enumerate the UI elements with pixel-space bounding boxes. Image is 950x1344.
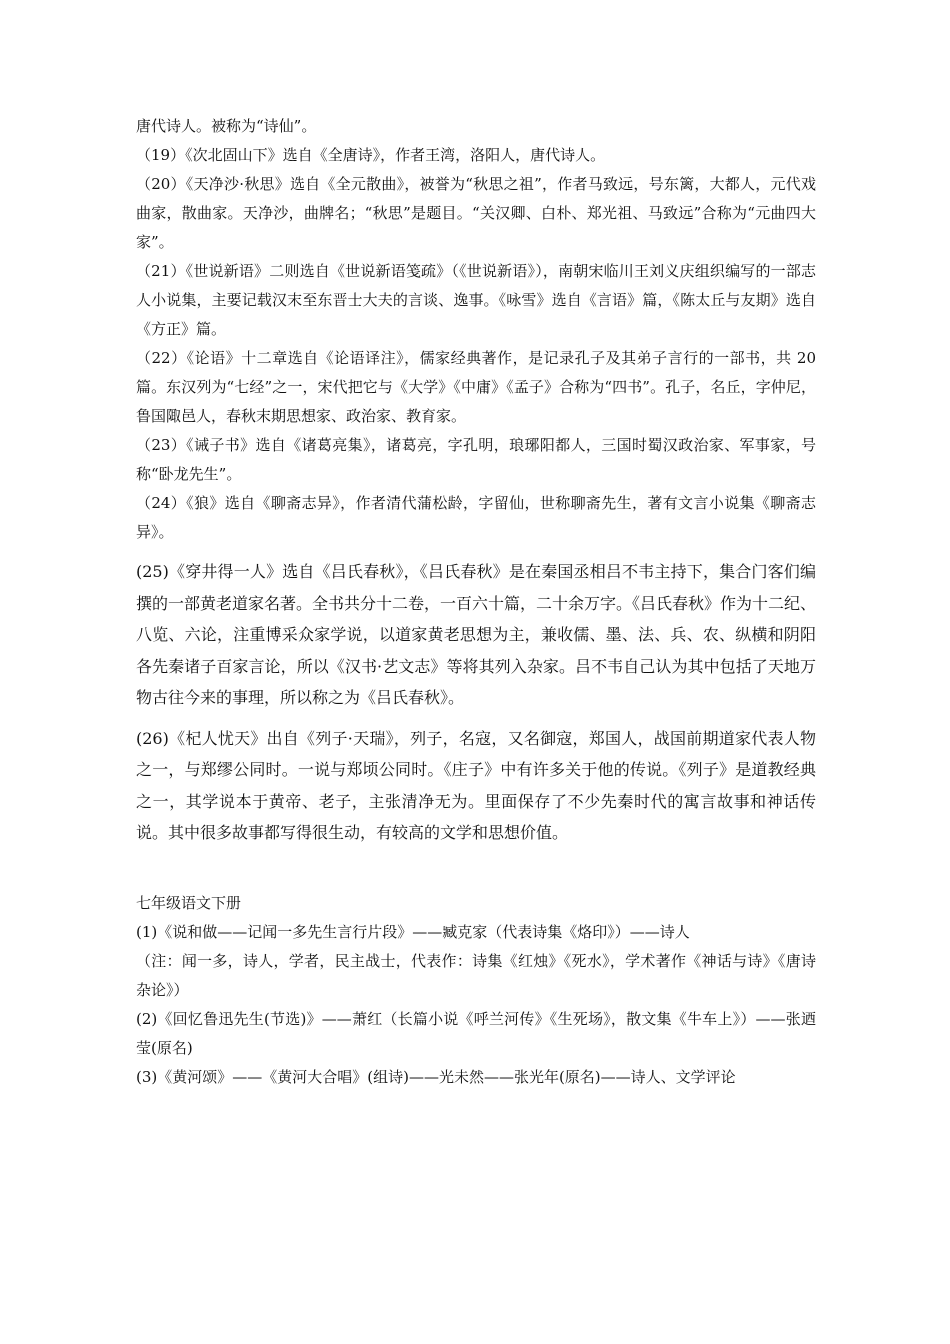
paragraph-b2: (2)《回忆鲁迅先生(节选)》——萧红（长篇小说《呼兰河传》《生死场》，散文集《牛车上》）——张迺莹(原名): [136, 1009, 816, 1057]
paragraph-22: （22）《论语》十二章选自《论语译注》，儒家经典著作，是记录孔子及其弟子言行的一部书，共 20 篇。东汉列为“七经”之一，宋代把它与《大学》《中庸》《孟子》合称为“四书”。孔子，名丘，字仲尼，鲁国陬邑人，春秋末期思想家、政治家、教育家。: [136, 349, 816, 425]
document-body: [136, 112, 816, 1092]
paragraph-26: (26)《杞人忧天》出自《列子·天瑞》，列子，名寇，又名御寇，郑国人，战国前期道家代表人物之一，与郑缪公同时。一说与郑顷公同时。《庄子》中有许多关于他的传说。《列子》是道教经典之一，其学说本于黄帝、老子，主张清净无为。里面保存了不少先秦时代的寓言故事和神话传说。其中很多故事都写得很生动，有较高的文学和思想价值。: [136, 728, 816, 842]
paragraph-21: （21）《世说新语》二则选自《世说新语笺疏》（《世说新语》），南朝宋临川王刘义庆组织编写的一部志人小说集，主要记载汉末至东晋士大夫的言谈、逸事。《咏雪》选自《言语》篇，《陈太丘与友期》选自《方正》篇。: [136, 262, 816, 338]
section-title: 七年级语文下册: [136, 893, 242, 912]
paragraph-b1-note: （注：闻一多，诗人，学者，民主战士，代表作：诗集《红烛》《死水》，学术著作《神话与诗》《唐诗杂论》）: [136, 951, 816, 999]
paragraph-25: (25)《穿井得一人》选自《吕氏春秋》，《吕氏春秋》是在秦国丞相吕不韦主持下，集合门客们编撰的一部黄老道家名著。全书共分十二卷，一百六十篇，二十余万字。《吕氏春秋》作为十二纪、八览、六论，注重博采众家学说，以道家黄老思想为主，兼收儒、墨、法、兵、农、纵横和阴阳各先秦诸子百家言论，所以《汉书·艺文志》等将其列入杂家。吕不韦自己认为其中包括了天地万物古往今来的事理，所以称之为《吕氏春秋》。: [136, 562, 817, 707]
spacer: [136, 714, 816, 723]
paragraph-24: （24）《狼》选自《聊斋志异》，作者清代蒲松龄，字留仙，世称聊斋先生，著有文言小说集《聊斋志异》。: [136, 494, 816, 541]
section-gap: [136, 849, 816, 889]
paragraph-23: （23）《诫子书》选自《诸葛亮集》，诸葛亮，字孔明，琅琊阳都人，三国时蜀汉政治家、军事家，号称“卧龙先生”。: [136, 436, 816, 483]
paragraph-li-bai-end: 唐代诗人。被称为“诗仙”。: [136, 117, 317, 135]
paragraph-19: （19）《次北固山下》选自《全唐诗》，作者王湾，洛阳人，唐代诗人。: [136, 146, 606, 164]
spacer: [136, 547, 816, 556]
paragraph-b3: (3)《黄河颂》——《黄河大合唱》(组诗)——光未然——张光年(原名)——诗人、文学评论: [136, 1067, 736, 1086]
paragraph-b1: (1)《说和做——记闻一多先生言行片段》——臧克家（代表诗集《烙印》）——诗人: [136, 922, 690, 941]
paragraph-20: （20）《天净沙·秋思》选自《全元散曲》，被誉为“秋思之祖”，作者马致远，号东篱，大都人，元代戏曲家，散曲家。天净沙，曲牌名；“秋思”是题目。“关汉卿、白朴、郑光祖、马致远”合称为“元曲四大家”。: [136, 175, 816, 251]
